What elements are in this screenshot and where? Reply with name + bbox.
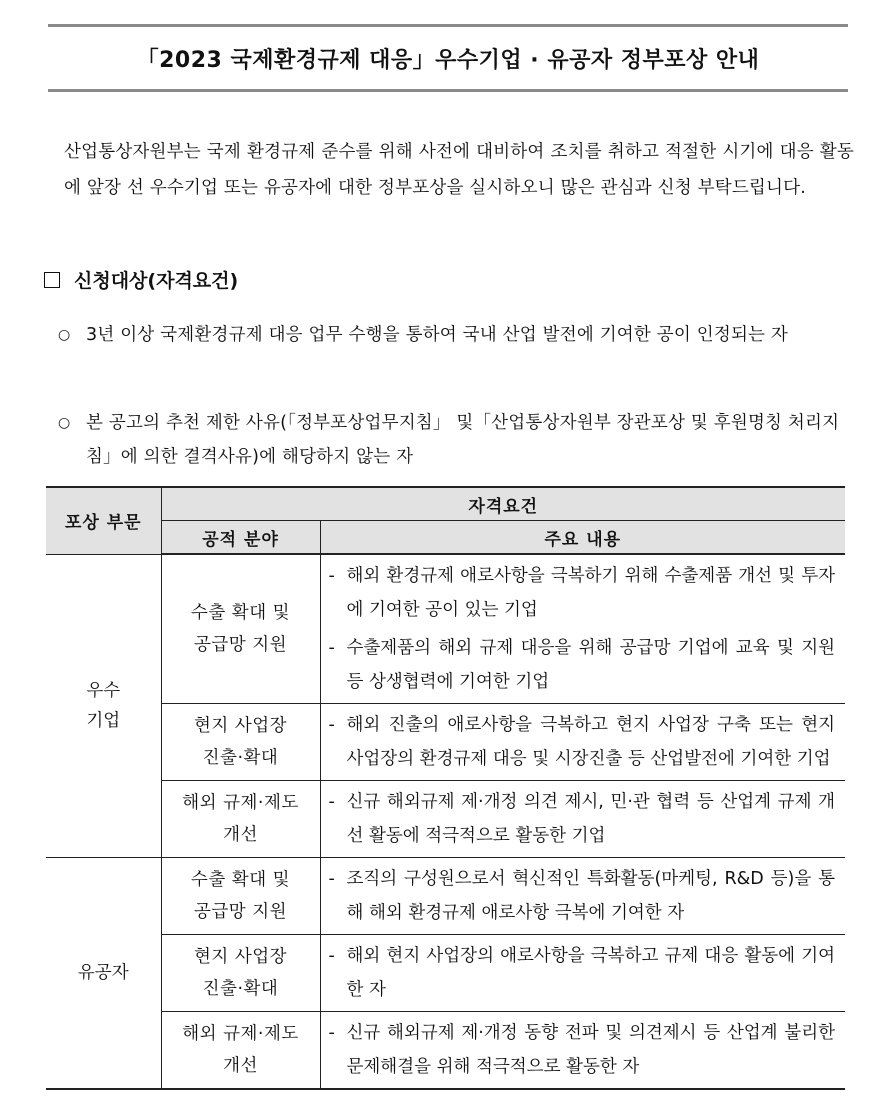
- content-item: [329, 559, 836, 627]
- title-banner: [48, 24, 848, 92]
- content-text: 신규 해외규제 제·개정 동향 전파 및 의견제시 등 산업계 불리한 문제해결을 위해 적극적으로 활동한 자: [346, 1023, 836, 1077]
- header-field: 공적 분야: [161, 521, 320, 555]
- checkbox-square-icon: [44, 272, 60, 288]
- dash-bullet: -: [328, 1023, 335, 1043]
- table-body: [46, 554, 845, 1089]
- main-content-cell: [320, 704, 845, 781]
- requirement-bullet-2: [58, 406, 848, 474]
- section-heading-text: 신청대상(자격요건): [74, 270, 239, 292]
- table-row: [46, 554, 845, 704]
- content-item: [329, 708, 836, 776]
- main-content-cell: [320, 781, 845, 858]
- merit-field-cell: 수출 확대 및 공급망 지원: [161, 554, 320, 704]
- merit-field-cell: 해외 규제·제도 개선: [161, 1012, 320, 1090]
- award-category-cell: 유공자: [46, 858, 161, 1090]
- circle-bullet-icon: ○: [58, 327, 71, 343]
- award-category-cell: 우수 기업: [46, 554, 161, 858]
- bullet-text: 본 공고의 추천 제한 사유(「정부포상업무지침」 및「산업통상자원부 장관포상 및 후원명칭 처리지침」에 의한 결격사유)에 해당하지 않는 자: [86, 413, 840, 467]
- content-text: 신규 해외규제 제·개정 의견 제시, 민·관 협력 등 산업계 규제 개선 활동에 적극적으로 활동한 기업: [346, 792, 836, 846]
- content-item: [329, 1016, 836, 1084]
- qualification-table: [46, 486, 845, 1090]
- merit-field-cell: 해외 규제·제도 개선: [161, 781, 320, 858]
- table-row: [46, 858, 845, 935]
- table-row: [46, 935, 845, 1012]
- dash-bullet: -: [328, 566, 335, 586]
- header-category: 포상 부문: [46, 487, 161, 554]
- content-item: [329, 862, 836, 930]
- merit-field-cell: 현지 사업장 진출·확대: [161, 935, 320, 1012]
- table-row: [46, 1012, 845, 1090]
- main-content-cell: [320, 935, 845, 1012]
- header-content: 주요 내용: [320, 521, 845, 555]
- content-item: [329, 631, 836, 699]
- intro-paragraph: 산업통상자원부는 국제 환경규제 준수를 위해 사전에 대비하여 조치를 취하고 적절한 시기에 대응 활동에 앞장 선 우수기업 또는 유공자에 대한 정부포상을 실시하오니 많은 관심과 신청 부탁드립니다.: [64, 142, 854, 198]
- content-text: 조직의 구성원으로서 혁신적인 특화활동(마케팅, R&D 등)을 통해 해외 환경규제 애로사항 극복에 기여한 자: [346, 869, 836, 923]
- content-text: 수출제품의 해외 규제 대응을 위해 공급망 기업에 교육 및 지원 등 상생협력에 기여한 기업: [346, 638, 836, 692]
- main-content-cell: [320, 1012, 845, 1090]
- content-text: 해외 진출의 애로사항을 극복하고 현지 사업장 구축 또는 현지 사업장의 환경규제 대응 및 시장진출 등 산업발전에 기여한 기업: [346, 715, 836, 769]
- page-title: 「2023 국제환경규제 대응」우수기업 · 유공자 정부포상 안내: [136, 47, 760, 73]
- main-content-cell: [320, 858, 845, 935]
- dash-bullet: -: [328, 715, 335, 735]
- section-heading: [44, 266, 238, 293]
- dash-bullet: -: [328, 869, 335, 889]
- header-requirements: 자격요건: [161, 487, 845, 521]
- table-row: [46, 781, 845, 858]
- content-text: 해외 현지 사업장의 애로사항을 극복하고 규제 대응 활동에 기여한 자: [346, 946, 836, 1000]
- merit-field-cell: 수출 확대 및 공급망 지원: [161, 858, 320, 935]
- content-item: [329, 785, 836, 853]
- merit-field-cell: 현지 사업장 진출·확대: [161, 704, 320, 781]
- table-row: [46, 704, 845, 781]
- dash-bullet: -: [328, 946, 335, 966]
- circle-bullet-icon: ○: [58, 415, 71, 431]
- requirement-bullet-1: [58, 318, 848, 352]
- content-text: 해외 환경규제 애로사항을 극복하기 위해 수출제품 개선 및 투자에 기여한 공이 있는 기업: [346, 566, 836, 620]
- bullet-text: 3년 이상 국제환경규제 대응 업무 수행을 통하여 국내 산업 발전에 기여한 공이 인정되는 자: [86, 325, 789, 345]
- dash-bullet: -: [328, 638, 335, 658]
- dash-bullet: -: [328, 792, 335, 812]
- content-item: [329, 939, 836, 1007]
- main-content-cell: [320, 554, 845, 704]
